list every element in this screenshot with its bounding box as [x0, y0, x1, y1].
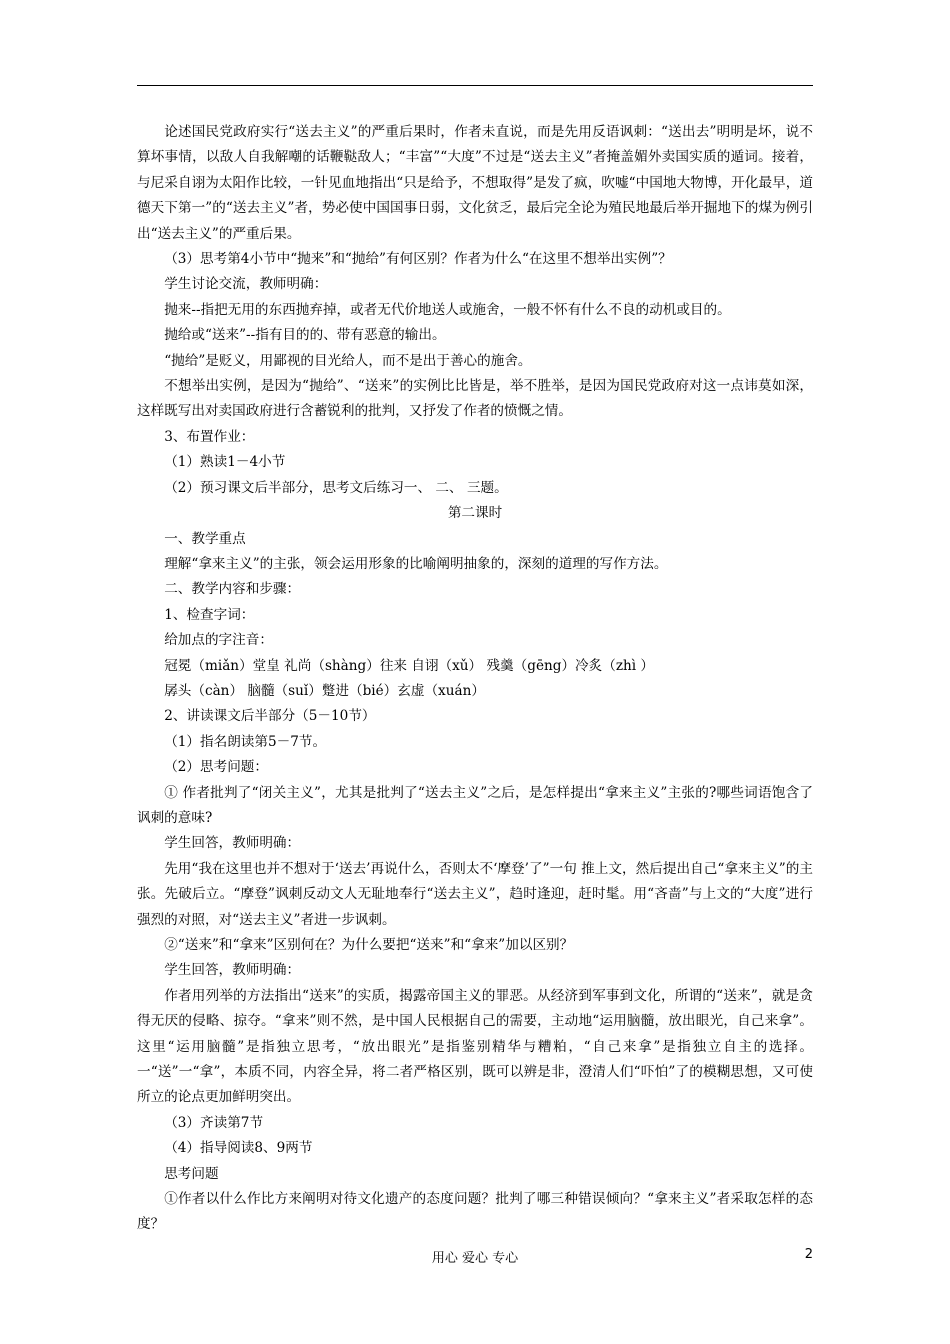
paragraph: 抛来--指把无用的东西抛弃掉，或者无代价地送人或施舍，一般不怀有什么不良的动机或目的。 — [164, 301, 731, 318]
paragraph: 3、布置作业： — [164, 428, 255, 445]
paragraph: “抛给”是贬义，用鄙视的目光给人，而不是出于善心的施舍。 — [164, 352, 532, 369]
footer-slogan: 用心 爱心 专心 — [431, 1251, 519, 1266]
page-number: 2 — [804, 1247, 813, 1262]
paragraph: 2、讲读课文后半部分（5－10节） — [164, 708, 376, 725]
paragraph: 孱头（càn） 脑髓（suǐ）蹩进（bié）玄虚（xuán） — [164, 682, 485, 699]
paragraph: （3）思考第4小节中“抛来”和“抛给”有何区别？作者为什么“在这里不想举出实例”？ — [164, 251, 672, 268]
paragraph: 一、教学重点 — [164, 530, 246, 547]
paragraph: ①作者以什么作比方来阐明对待文化遗产的态度问题？批判了哪三种错误倾向？“拿来主义”者采取怎样的态度？ — [137, 1191, 813, 1233]
paragraph: 学生回答，教师明确： — [164, 962, 301, 979]
paragraph: 思考问题 — [164, 1165, 219, 1182]
paragraph: 论述国民党政府实行“送去主义”的严重后果时，作者未直说，而是先用反语讽刺：“送出去”明明是坏，说不算坏事情，以敌人自我解嘲的话鞭鞑敌人；“丰富”“大度”不过是“送去主义”者掩盖媚外卖国实质的遁词。接着，与尼采自诩为太阳作比较，一针见血地指出“只是给予，不想取得”是发了疯，吹嘘“中国地大物博，开化最早，道德天下第一”的“送去主义”者，势必使中国国事日弱，文化贫乏，最后完全论为殖民地最后举开掘地下的煤为例引出“送去主义”的严重后果。 — [137, 124, 813, 242]
paragraph: （3）齐读第7节 — [164, 1114, 264, 1131]
paragraph: （1）指名朗读第5－7节。 — [164, 733, 327, 750]
paragraph: （2）预习课文后半部分，思考文后练习一、 二、 三题。 — [164, 479, 508, 496]
paragraph: 不想举出实例，是因为“抛给”、“送来”的实例比比皆是，举不胜举，是因为国民党政府对这一点讳莫如深，这样既写出对卖国政府进行含蓄锐利的批判，又抒发了作者的愤慨之情。 — [137, 378, 813, 420]
paragraph: 先用“我在这里也并不想对于‘送去’再说什么，否则太不‘摩登’了”一句 推上文，然后提出自己“拿来主义”的主张。先破后立。“摩登”讽刺反动文人无耻地奉行“送去主义”，趋时逢迎，赶时髦。用“吝啬”与上文的“大度”进行强烈的对照，对“送去主义”者进一步讽刺。 — [137, 860, 813, 928]
paragraph: （2）思考问题： — [164, 759, 268, 776]
paragraph: 作者用列举的方法指出“送来”的实质，揭露帝国主义的罪恶。从经济到军事到文化，所谓的“送来”，就是贪得无厌的侵略、掠夺。“拿来”则不然，是中国人民根据自己的需要，主动地“运用脑髓，放出眼光，自己来拿”。这里“运用脑髓”是指独立思考，“放出眼光”是指鉴别精华与糟粕，“自己来拿”是指独立自主的选择。一“送”一“拿”，本质不同，内容全异，将二者严格区别，既可以辨是非，澄清人们“吓怕”了的模糊思想，又可使所立的论点更加鲜明突出。 — [137, 987, 813, 1106]
document-body — [137, 120, 813, 1238]
paragraph: 二、教学内容和步骤： — [164, 581, 301, 598]
paragraph: 1、检查字词： — [164, 606, 255, 623]
paragraph: ① 作者批判了“闭关主义”，尤其是批判了“送去主义”之后，是怎样提出“拿来主义”主张的?哪些词语饱含了讽刺的意味? — [137, 784, 813, 826]
paragraph: （4）指导阅读8、9两节 — [164, 1140, 313, 1157]
section-heading: 第二课时 — [447, 505, 503, 522]
paragraph: 学生讨论交流，教师明确： — [164, 276, 328, 293]
header-rule — [137, 85, 813, 86]
paragraph: 给加点的字注音： — [164, 632, 273, 649]
paragraph: ②“送来”和“拿来”区别何在？为什么要把“送来”和“拿来”加以区别？ — [164, 937, 574, 953]
paragraph: 理解“拿来主义”的主张，领会运用形象的比喻阐明抽象的，深刻的道理的写作方法。 — [164, 555, 668, 572]
paragraph: 抛给或“送来”--指有目的的、带有恶意的输出。 — [164, 327, 446, 344]
paragraph: 冠冕（miǎn）堂皇 礼尚（shàng）往来 自诩（xǔ） 残羹（gēng）冷炙（zhì ） — [164, 657, 654, 674]
paragraph: （1）熟读1－4小节 — [164, 454, 286, 471]
paragraph: 学生回答，教师明确： — [164, 835, 301, 852]
